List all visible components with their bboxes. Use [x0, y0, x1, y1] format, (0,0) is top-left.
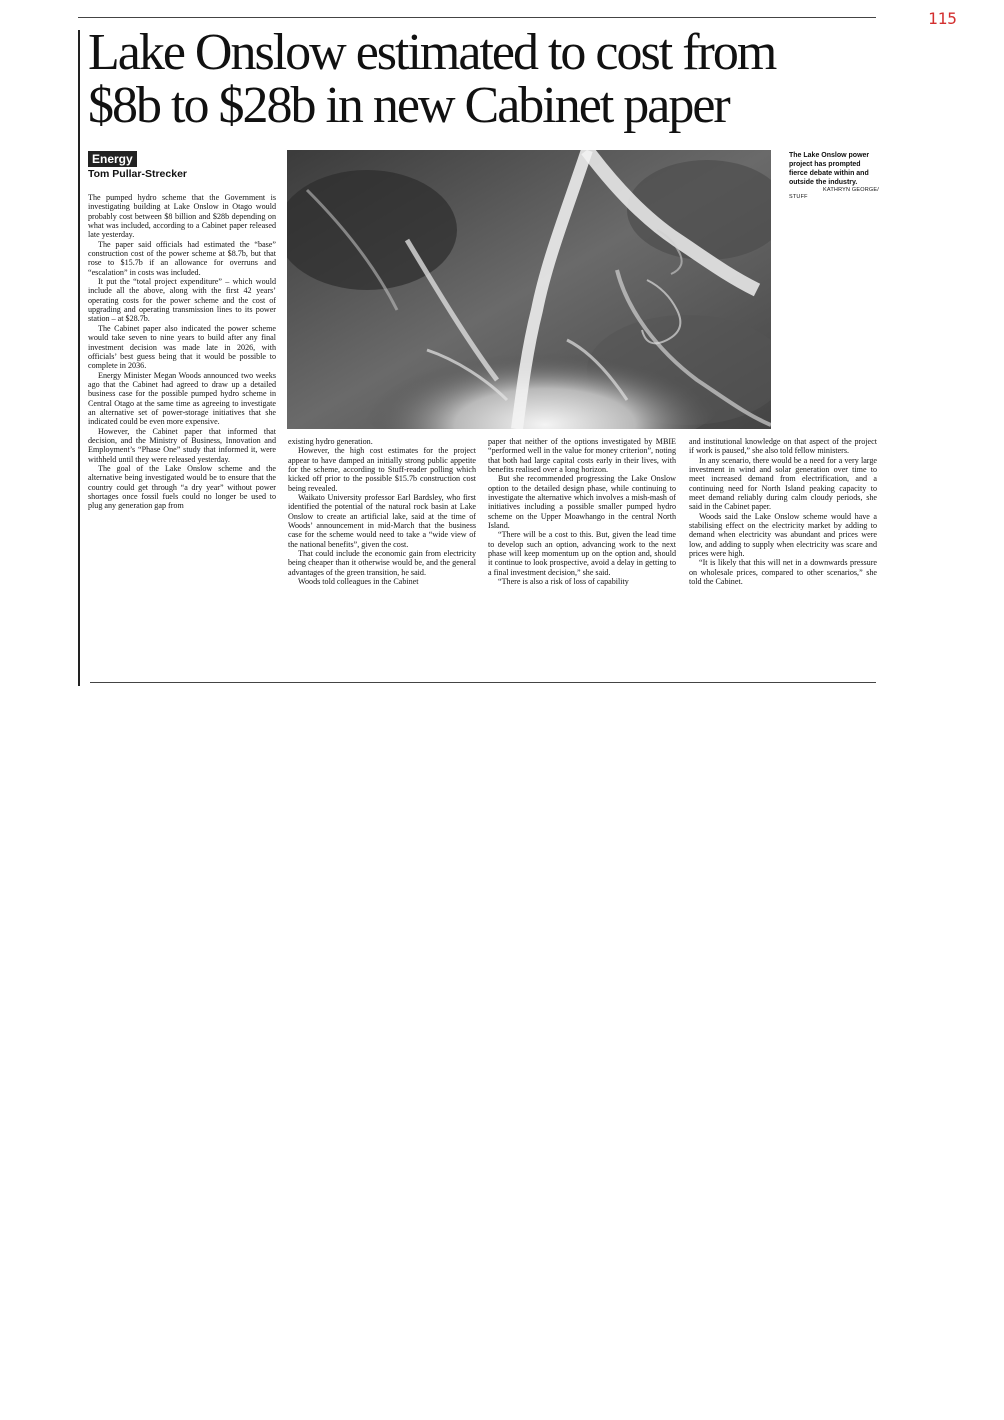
paragraph: It put the “total project expenditure” – which would include all the above, along with the first 42 years’ operating costs for the power scheme and the cost of upgrading and operating transmission lines to its power station – at $28.7b. [88, 277, 276, 324]
photo-caption [789, 151, 879, 201]
top-rule [78, 17, 876, 18]
headline-line-1: Lake Onslow estimated to cost from [88, 24, 776, 81]
paragraph: Waikato University professor Earl Bardsley, who first identified the potential of the natural rock basin at Lake Onslow to create an artificial lake, said at the time of Woods’ announcement in mid-March that the business case for the scheme would need to take a “wide view of the national benefits”, given the cost. [288, 493, 476, 549]
aerial-lake-image [287, 150, 771, 429]
paragraph: In any scenario, there would be a need for a very large investment in wind and solar generation over time to meet increased demand from electrification, and a continuing need for North Island peaking capacity to meet demand reliably during calm cloudy periods, she said in the Cabinet paper. [689, 455, 877, 512]
paragraph: Woods said the Lake Onslow scheme would have a stabilising effect on the electricity market by adding to demand when electricity was abundant and prices were low, and adding to supply when electricity was scare and prices were high. [689, 511, 877, 559]
aerial-lake-photo [287, 150, 771, 429]
paragraph-continued: paper that neither of the options investigated by MBIE “performed well in the value for money criterion”, noting that both had large capital costs early in their lives, with benefits realised over a long horizon. [488, 437, 676, 475]
section-tag: Energy [88, 151, 137, 167]
paragraph: However, the Cabinet paper that informed that decision, and the Ministry of Business, Innovation and Employment’s “Phase One” study that informed it, were withheld until they were released yesterday. [88, 426, 276, 464]
paragraph: That could include the economic gain from electricity being cheaper than it otherwise would be, and the general advantages of the green transition, he said. [288, 549, 476, 577]
photo-credit-source: STUFF [789, 194, 808, 200]
paragraph: But she recommended progressing the Lake Onslow option to the detailed design phase, while continuing to investigate the alternative which involves a mish-mash of initiatives including a possible smaller pumped hydro scheme on the Upper Moawhango in the central North Island. [488, 474, 676, 531]
paragraph: Energy Minister Megan Woods announced two weeks ago that the Cabinet had agreed to draw up a detailed business case for the possible pumped hydro scheme in Central Otago at the same time as agreeing to investigate an alternative set of power-storage initiatives that she indicated could be even more expensive. [88, 370, 276, 427]
paragraph: The goal of the Lake Onslow scheme and the alternative being investigated would be to ensure that the country could get through “a dry year” without power shortages once fossil fuels could no longer be used to plug any generation gap from [88, 463, 276, 511]
paragraph: The paper said officials had estimated the “base” construction cost of the power scheme at $8.7b, but that rose to $15.7b if an allowance for overruns and “escalation” in costs was included. [88, 239, 276, 277]
paragraph: Woods told colleagues in the Cabinet [298, 577, 419, 587]
page-number: 115 [928, 9, 957, 28]
headline [88, 26, 888, 132]
caption-text: The Lake Onslow power project has prompted fierce debate within and outside the industry. [789, 152, 870, 186]
article-column-1 [88, 193, 276, 511]
photo-credit: KATHRYN GEORGE/ [823, 187, 879, 193]
headline-line-2: $8b to $28b in new Cabinet paper [88, 77, 729, 134]
article-column-2 [288, 437, 476, 587]
byline: Tom Pullar-Strecker [88, 168, 188, 180]
article-margin-bar [78, 30, 80, 686]
paragraph: The pumped hydro scheme that the Government is investigating building at Lake Onslow in Otago would probably cost between $8 billion and $28b depending on what was included, according to a Cabinet paper released late yesterday. [88, 193, 276, 240]
article-column-3 [488, 437, 676, 587]
paragraph-continued: existing hydro generation. [288, 437, 373, 446]
article-column-4 [689, 437, 877, 587]
paragraph: “There is also a risk of loss of capability [498, 577, 629, 587]
paragraph: “It is likely that this will net in a downwards pressure on wholesale prices, compared to other scenarios,” she told the Cabinet. [689, 558, 877, 587]
paragraph: “There will be a cost to this. But, given the lead time to develop such an option, advancing work to the next phase will keep momentum up on the option and, should it continue to look prospective, avoid a delay in getting to a final investment decision,” she said. [488, 530, 676, 577]
paragraph: However, the high cost estimates for the project appear to have damped an initially strong public appetite for the scheme, according to Stuff-reader polling which kicked off prior to the possible $15.7b construction cost being revealed. [288, 446, 476, 493]
bottom-rule [90, 682, 876, 683]
paragraph-continued: and institutional knowledge on that aspect of the project if work is paused,” she also told fellow ministers. [689, 437, 877, 456]
paragraph: The Cabinet paper also indicated the power scheme would take seven to nine years to build after any final investment decision was made late in 2026, with officials’ best guess being that it would be possible to complete in 2036. [88, 323, 276, 371]
